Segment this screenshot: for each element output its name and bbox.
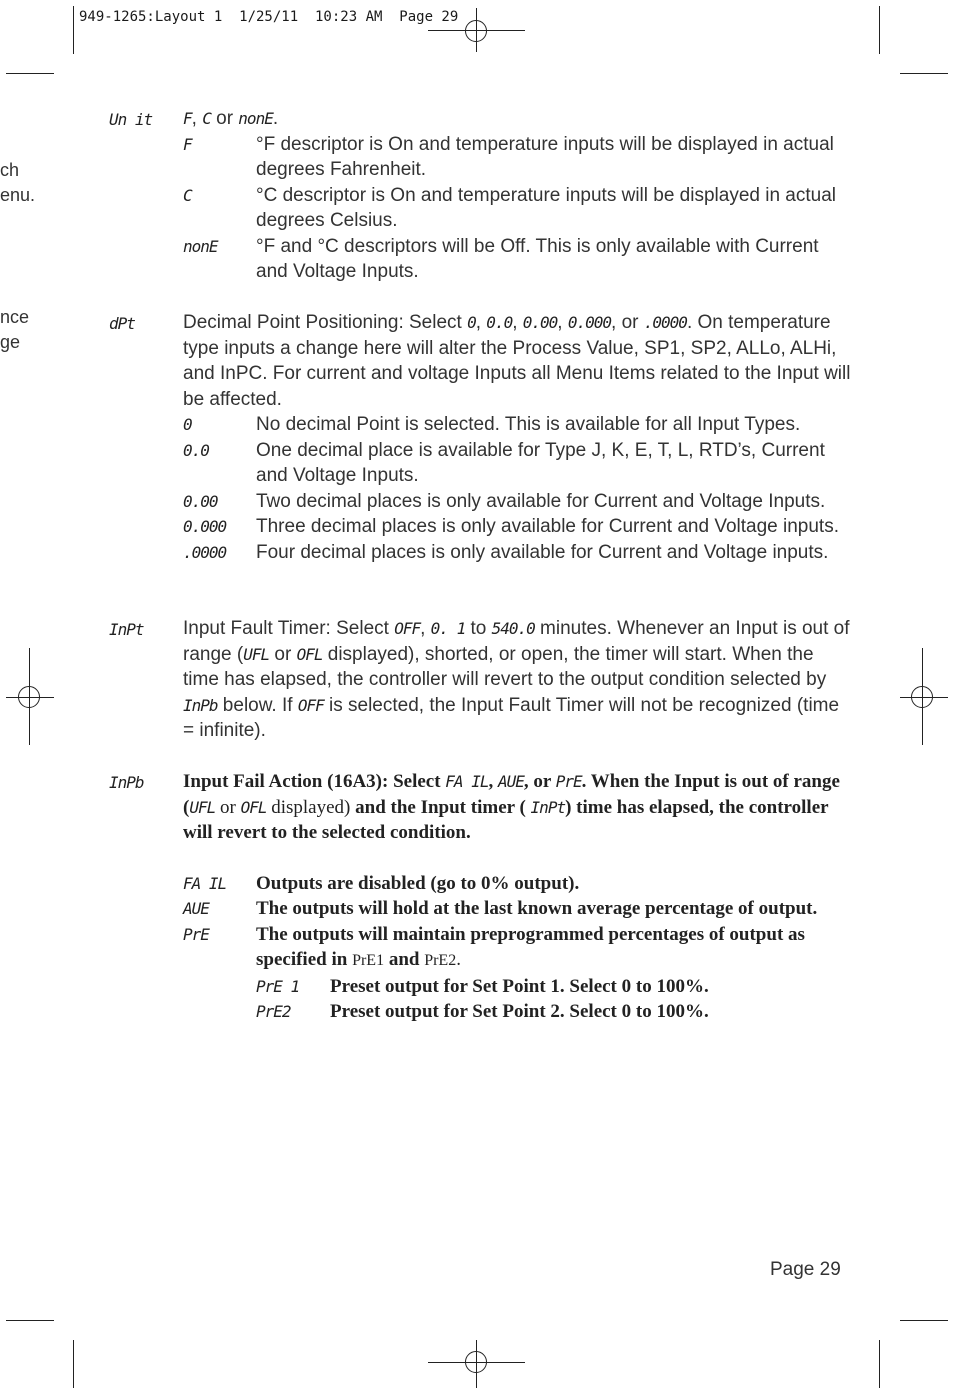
- unit-key: Un it: [109, 110, 153, 129]
- text: PrE2: [424, 952, 457, 969]
- lcd-code: OFL: [296, 644, 323, 664]
- text: ,: [420, 618, 431, 639]
- option-row: [183, 412, 853, 438]
- lcd-code: FA IL: [445, 772, 489, 791]
- option-row: [183, 438, 853, 489]
- text: ,: [512, 312, 523, 333]
- text: ,: [475, 312, 487, 333]
- lcd-code: 540.0: [491, 619, 535, 638]
- lcd-code: 0.000: [567, 313, 612, 332]
- option-code: .0000: [183, 542, 227, 562]
- text: ) time has elapsed, the controller will revert to the selected condition.: [183, 796, 829, 843]
- option-text: Outputs are disabled (go to 0% output).: [256, 872, 580, 894]
- option-row: [183, 514, 853, 540]
- option-text: Preset output for Set Point 2. Select 0 to 100%.: [330, 1001, 709, 1022]
- text: , or: [611, 312, 644, 333]
- option-text: Two decimal places is only available for Current and Voltage Inputs.: [256, 490, 826, 512]
- lcd-code: C: [202, 109, 211, 128]
- crop-mark: [6, 73, 54, 74]
- crop-mark: [6, 1320, 54, 1321]
- dpt-section: [183, 310, 853, 565]
- option-code: 0.000: [183, 517, 227, 536]
- option-code: nonE: [183, 236, 218, 256]
- option-code: AUE: [183, 899, 209, 918]
- option-text: °F descriptor is On and temperature inputs will be displayed in actual degrees Fahrenheit.: [256, 133, 834, 180]
- text: is selected, the Input Fault Timer will not be recognized (time = infinite).: [183, 694, 840, 741]
- side-fragment: nce: [0, 307, 30, 327]
- text: The outputs will maintain preprogrammed percentages of output as specified in: [256, 923, 805, 970]
- registration-mark: [18, 686, 40, 708]
- lcd-code: UFL: [189, 797, 216, 817]
- inpb-description: [183, 769, 853, 846]
- lcd-code: OFF: [394, 619, 421, 638]
- lcd-code: OFL: [240, 797, 267, 817]
- lcd-code: PrE: [555, 772, 582, 791]
- option-code: F: [183, 134, 192, 154]
- inpb-key: InPb: [109, 773, 144, 792]
- option-row: [183, 896, 853, 922]
- text: or: [215, 796, 241, 818]
- lcd-code: 0: [467, 313, 476, 332]
- crop-mark: [879, 6, 880, 54]
- text: PrE1: [352, 952, 385, 969]
- text: to: [465, 618, 492, 639]
- lcd-code: .0000: [643, 313, 687, 332]
- lcd-code: InPb: [183, 695, 218, 715]
- text: and: [384, 949, 425, 970]
- lcd-code: InPt: [530, 797, 566, 817]
- crop-mark: [900, 73, 948, 74]
- registration-mark: [465, 1351, 487, 1373]
- lcd-code: AUE: [497, 772, 524, 791]
- option-code: 0: [183, 415, 192, 434]
- lcd-code: nonE: [238, 109, 273, 128]
- option-code: FA IL: [183, 873, 227, 893]
- text: below. If: [217, 694, 298, 716]
- crop-mark: [900, 1320, 948, 1321]
- option-row: [183, 871, 853, 897]
- registration-mark: [911, 686, 933, 708]
- text: or: [269, 643, 297, 665]
- text: . On temperature type inputs a change here will alter the Process Value, SP1, SP2, ALLo, ALHi, and InPC. For current and voltage Inputs all Menu Items related to the Input will be affected.: [183, 312, 851, 410]
- option-text: Preset output for Set Point 1. Select 0 to 100%.: [330, 975, 709, 997]
- lcd-code: 0. 1: [430, 619, 466, 638]
- text: ,: [191, 108, 203, 129]
- option-row: [183, 132, 853, 183]
- option-text: °F and °C descriptors will be Off. This is only available with Current and Voltage Inputs.: [256, 235, 819, 282]
- dpt-key: dPt: [109, 314, 135, 333]
- option-text: [256, 922, 853, 974]
- inpt-section: [183, 616, 853, 744]
- option-code: C: [183, 185, 192, 205]
- unit-intro: [183, 106, 853, 132]
- text: or: [210, 108, 239, 129]
- side-fragment: ge: [0, 332, 21, 352]
- text: ,: [557, 312, 568, 333]
- page-number: Page 29: [770, 1259, 841, 1280]
- lcd-code: OFF: [297, 695, 324, 715]
- text: minutes. Whenever an Input is out of range (: [183, 618, 850, 665]
- text: displayed): [266, 796, 351, 818]
- lcd-code: F: [183, 109, 192, 128]
- text: Decimal Point Positioning: Select: [183, 312, 468, 333]
- option-code: PrE: [183, 924, 209, 944]
- option-code: PrE2: [256, 1002, 291, 1021]
- option-row: [183, 234, 853, 285]
- dpt-description: [183, 310, 853, 412]
- option-row: [183, 540, 853, 566]
- option-row: [183, 489, 853, 515]
- text: displayed), shorted, or open, the timer will start. When the time has elapsed, the controller will revert to the output condition selected by: [183, 643, 827, 690]
- registration-mark: [465, 20, 487, 42]
- lcd-code: 0.0: [486, 313, 513, 332]
- option-row: [183, 183, 853, 234]
- text: .: [456, 949, 461, 970]
- inpb-section: [183, 769, 853, 1025]
- option-text: Four decimal places is only available for Current and Voltage inputs.: [256, 541, 829, 563]
- option-text: No decimal Point is selected. This is available for all Input Types.: [256, 414, 801, 435]
- option-code: 0.0: [183, 440, 209, 460]
- text: .: [272, 108, 279, 129]
- print-header: 949-1265:Layout 1 1/25/11 10:23 AM Page 29: [79, 9, 459, 25]
- lcd-code: UFL: [243, 644, 270, 664]
- option-text: °C descriptor is On and temperature inputs will be displayed in actual degrees Celsius.: [256, 184, 837, 231]
- option-text: The outputs will hold at the last known average percentage of output.: [256, 898, 818, 919]
- text: ,: [488, 771, 498, 792]
- text: Input Fail Action (16A3): Select: [183, 771, 446, 792]
- sub-option-row: [183, 974, 853, 1000]
- side-fragment: enu.: [0, 185, 36, 205]
- option-text: Three decimal places is only available for Current and Voltage inputs.: [256, 516, 839, 537]
- unit-section: [183, 106, 853, 285]
- crop-mark: [73, 1340, 74, 1388]
- lcd-code: 0.00: [522, 313, 558, 332]
- option-code: PrE 1: [256, 976, 300, 996]
- text: , or: [523, 771, 556, 792]
- text: and the Input timer (: [350, 796, 531, 818]
- text: . When the Input is out of range (: [183, 771, 840, 818]
- option-code: 0.00: [183, 491, 218, 511]
- text: Input Fault Timer: Select: [183, 618, 395, 639]
- crop-mark: [879, 1340, 880, 1388]
- sub-option-row: [183, 999, 853, 1025]
- inpt-key: InPt: [109, 620, 144, 639]
- option-text: One decimal place is available for Type J, K, E, T, L, RTD’s, Current and Voltage Inputs.: [256, 439, 825, 486]
- option-row: [183, 922, 853, 974]
- side-fragment: ch: [0, 160, 20, 180]
- crop-mark: [73, 6, 74, 54]
